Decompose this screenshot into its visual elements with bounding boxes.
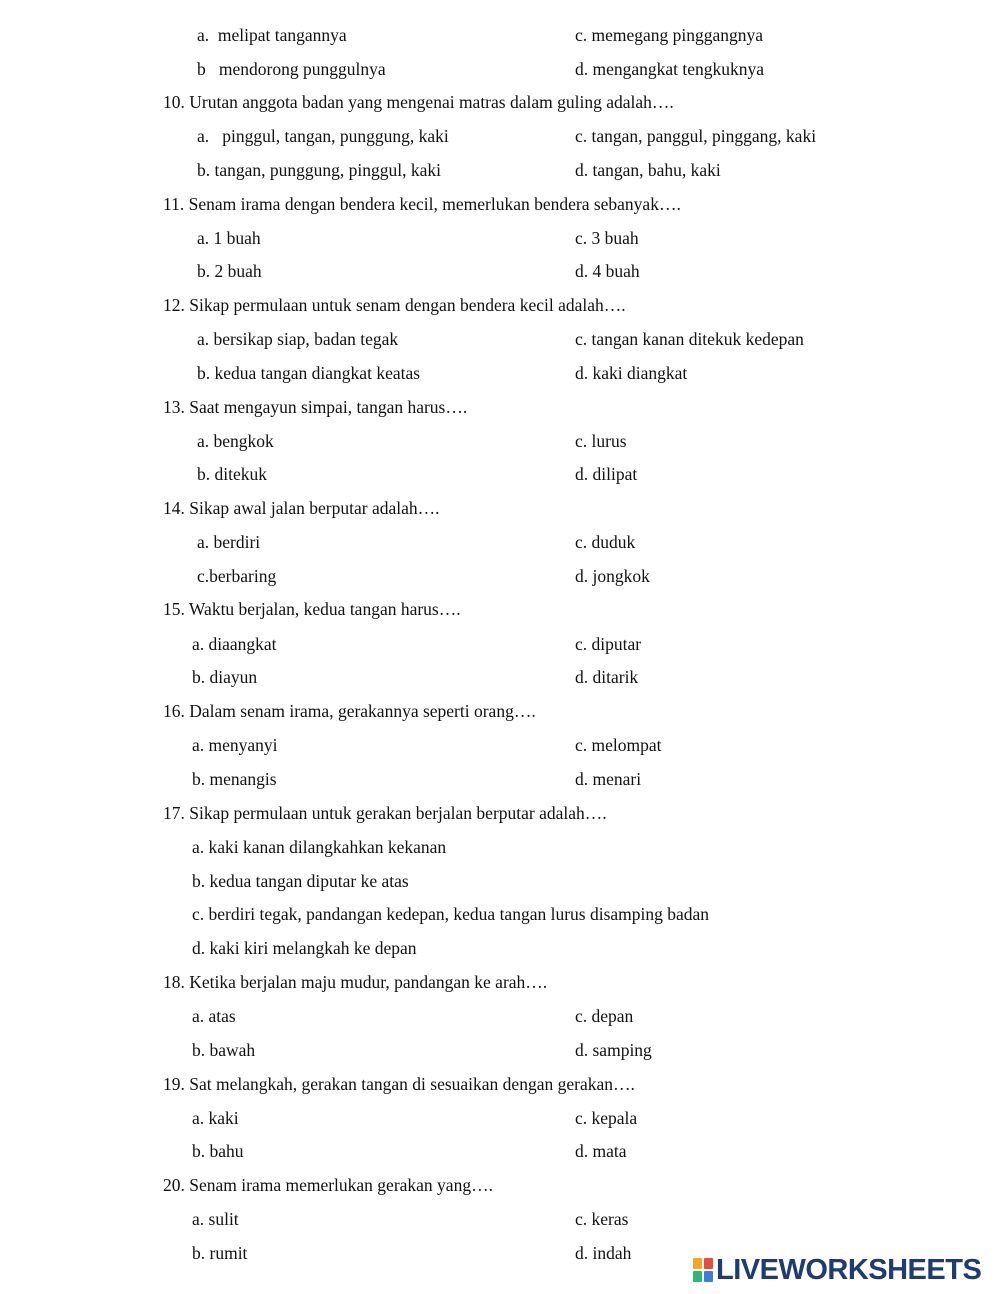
logo-mark-icon <box>692 1257 714 1283</box>
option-text: c. kepala <box>575 1108 638 1128</box>
option-text: a. bengkok <box>197 431 274 451</box>
question-18: 18. Ketika berjalan maju mudur, pandangan ke arah…. <box>163 972 548 992</box>
option-text: c. diputar <box>575 634 642 654</box>
option-text: d. dilipat <box>575 464 638 484</box>
option-text: c. lurus <box>575 431 627 451</box>
option-text: a. atas <box>192 1006 236 1026</box>
question-10: 10. Urutan anggota badan yang mengenai matras dalam guling adalah…. <box>163 92 674 112</box>
logo-text: LIVEWORKSHEETS <box>716 1254 982 1286</box>
option-text: a. sulit <box>192 1209 239 1229</box>
option-text: d. tangan, bahu, kaki <box>575 160 721 180</box>
option-text: a. kaki <box>192 1108 239 1128</box>
option-text: d. ditarik <box>575 667 639 687</box>
option-text: c. tangan kanan ditekuk kedepan <box>575 329 804 349</box>
question-11: 11. Senam irama dengan bendera kecil, memerlukan bendera sebanyak…. <box>163 194 681 214</box>
option-text: d. jongkok <box>575 566 650 586</box>
option-text: b. kedua tangan diangkat keatas <box>197 363 421 383</box>
option-text: d. samping <box>575 1040 652 1060</box>
option-text: b. bahu <box>192 1141 244 1161</box>
option-text: b. rumit <box>192 1243 248 1263</box>
option-text: a. berdiri <box>197 532 261 552</box>
option-text: b. menangis <box>192 769 277 789</box>
question-20: 20. Senam irama memerlukan gerakan yang…. <box>163 1175 493 1195</box>
question-16: 16. Dalam senam irama, gerakannya seperti orang…. <box>163 701 536 721</box>
option-text: c. tangan, panggul, pinggang, kaki <box>575 126 817 146</box>
option-text: d. kaki diangkat <box>575 363 688 383</box>
option-text: a. diaangkat <box>192 634 277 654</box>
option-text: b. ditekuk <box>197 464 267 484</box>
option-text: b. 2 buah <box>197 261 262 281</box>
option-text: a. menyanyi <box>192 735 278 755</box>
liveworksheets-logo <box>692 1256 981 1284</box>
option-text: a. bersikap siap, badan tegak <box>197 329 399 349</box>
option-text: c. berdiri tegak, pandangan kedepan, kedua tangan lurus disamping badan <box>192 904 710 924</box>
option-text: a. kaki kanan dilangkahkan kekanan <box>192 837 447 857</box>
option-text: b. diayun <box>192 667 258 687</box>
question-17: 17. Sikap permulaan untuk gerakan berjalan berputar adalah…. <box>163 803 607 823</box>
option-text: c. depan <box>575 1006 634 1026</box>
option-text: a. melipat tangannya <box>197 25 347 45</box>
option-text: b mendorong punggulnya <box>197 59 386 79</box>
option-text: d. indah <box>575 1243 632 1263</box>
option-text: d. menari <box>575 769 642 789</box>
option-text: c. duduk <box>575 532 636 552</box>
question-15: 15. Waktu berjalan, kedua tangan harus…. <box>163 599 461 619</box>
option-text: c. keras <box>575 1209 629 1229</box>
option-text: b. bawah <box>192 1040 256 1060</box>
option-text: c. memegang pinggangnya <box>575 25 764 45</box>
option-text: d. 4 buah <box>575 261 640 281</box>
option-text: b. kedua tangan diputar ke atas <box>192 871 409 891</box>
option-text: d. kaki kiri melangkah ke depan <box>192 938 417 958</box>
option-text: a. 1 buah <box>197 228 261 248</box>
option-text: b. tangan, punggung, pinggul, kaki <box>197 160 442 180</box>
question-13: 13. Saat mengayun simpai, tangan harus…. <box>163 397 468 417</box>
option-text: c. melompat <box>575 735 662 755</box>
question-12: 12. Sikap permulaan untuk senam dengan bendera kecil adalah…. <box>163 295 626 315</box>
question-14: 14. Sikap awal jalan berputar adalah…. <box>163 498 440 518</box>
question-19: 19. Sat melangkah, gerakan tangan di sesuaikan dengan gerakan…. <box>163 1074 635 1094</box>
option-text: c. 3 buah <box>575 228 639 248</box>
option-text: c.berbaring <box>197 566 277 586</box>
option-text: d. mengangkat tengkuknya <box>575 59 765 79</box>
option-text: a. pinggul, tangan, punggung, kaki <box>197 126 449 146</box>
option-text: d. mata <box>575 1141 627 1161</box>
